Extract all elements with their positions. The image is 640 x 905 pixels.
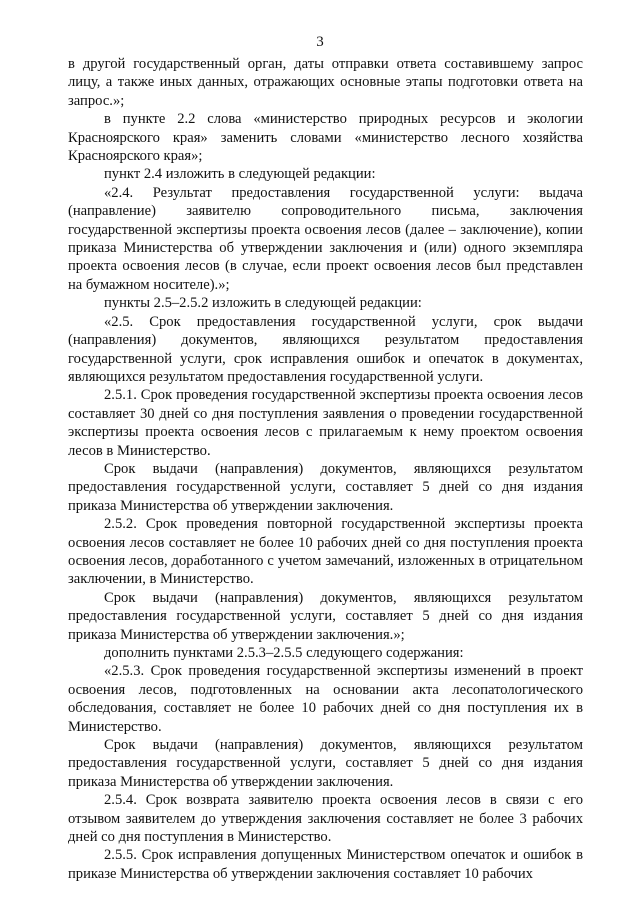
document-body: [68, 55, 583, 883]
paragraph: пункты 2.5–2.5.2 изложить в следующей редакции:: [104, 295, 422, 312]
paragraph: в другой государственный орган, даты отправки ответа составившему запрос лицу, а также иных данных, отражающих основные этапы подготовки ответа на запрос.»;: [68, 56, 583, 109]
paragraph: 2.5.4. Срок возврата заявителю проекта освоения лесов в связи с его отзывом заявителем до утверждения заключения составляет не более 3 рабочих дней со дня поступления в Министерство.: [68, 792, 583, 846]
paragraph: дополнить пунктами 2.5.3–2.5.5 следующего содержания:: [104, 645, 464, 661]
paragraph: «2.4. Результат предоставления государственной услуги: выдача (направление) заявителю сопроводительного письма, заключения государственной экспертизы проекта освоения лесов (далее – заключение), копии приказа Министерства об утверждении заключения и (или) одного экземпляра проекта освоения лесов (в случае, если проект освоения лесов был представлен на бумажном носителе).»;: [68, 184, 583, 293]
page-number: 3: [316, 34, 324, 50]
paragraph: Срок выдачи (направления) документов, являющихся результатом предоставления государственной услуги, составляет 5 дней со дня издания приказа Министерства об утверждении заключения.: [68, 460, 583, 514]
paragraph: пункт 2.4 изложить в следующей редакции:: [104, 166, 376, 183]
paragraph: в пункте 2.2 слова «министерство природных ресурсов и экологии Красноярского края» заменить словами «министерство лесного хозяйства Красноярского края»;: [68, 111, 583, 165]
paragraph: «2.5.3. Срок проведения государственной экспертизы изменений в проект освоения лесов, подготовленных на основании акта лесопатологического обследования, составляет не более 10 рабочих дней со дня поступления их в Министерство.: [68, 663, 583, 735]
paragraph: 2.5.1. Срок проведения государственной экспертизы проекта освоения лесов составляет 30 дней со дня поступления заявления о проведении государственной экспертизы проекта освоения лесов с прилагаемым к нему проектом освоения лесов в Министерство.: [68, 387, 583, 459]
paragraph: 2.5.2. Срок проведения повторной государственной экспертизы проекта освоения лесов составляет не более 10 рабочих дней со дня поступления проекта освоения лесов, доработанного с учетом замечаний, изложенных в отрицательном заключении, в Министерство.: [68, 516, 583, 588]
paragraph: «2.5. Срок предоставления государственной услуги, срок выдачи (направления) документов, являющихся результатом предоставления государственной услуги, срок исправления ошибок и опечаток в документах, являющихся результатом предоставления государственной услуги.: [68, 313, 583, 385]
paragraph: 2.5.5. Срок исправления допущенных Министерством опечаток и ошибок в приказе Министерства об утверждении заключения составляет 10 рабочих: [68, 847, 583, 882]
paragraph: Срок выдачи (направления) документов, являющихся результатом предоставления государственной услуги, составляет 5 дней со дня издания приказа Министерства об утверждении заключения.: [68, 737, 583, 790]
paragraph: Срок выдачи (направления) документов, являющихся результатом предоставления государственной услуги, составляет 5 дней со дня издания приказа Министерства об утверждении заключения.»;: [68, 589, 583, 643]
